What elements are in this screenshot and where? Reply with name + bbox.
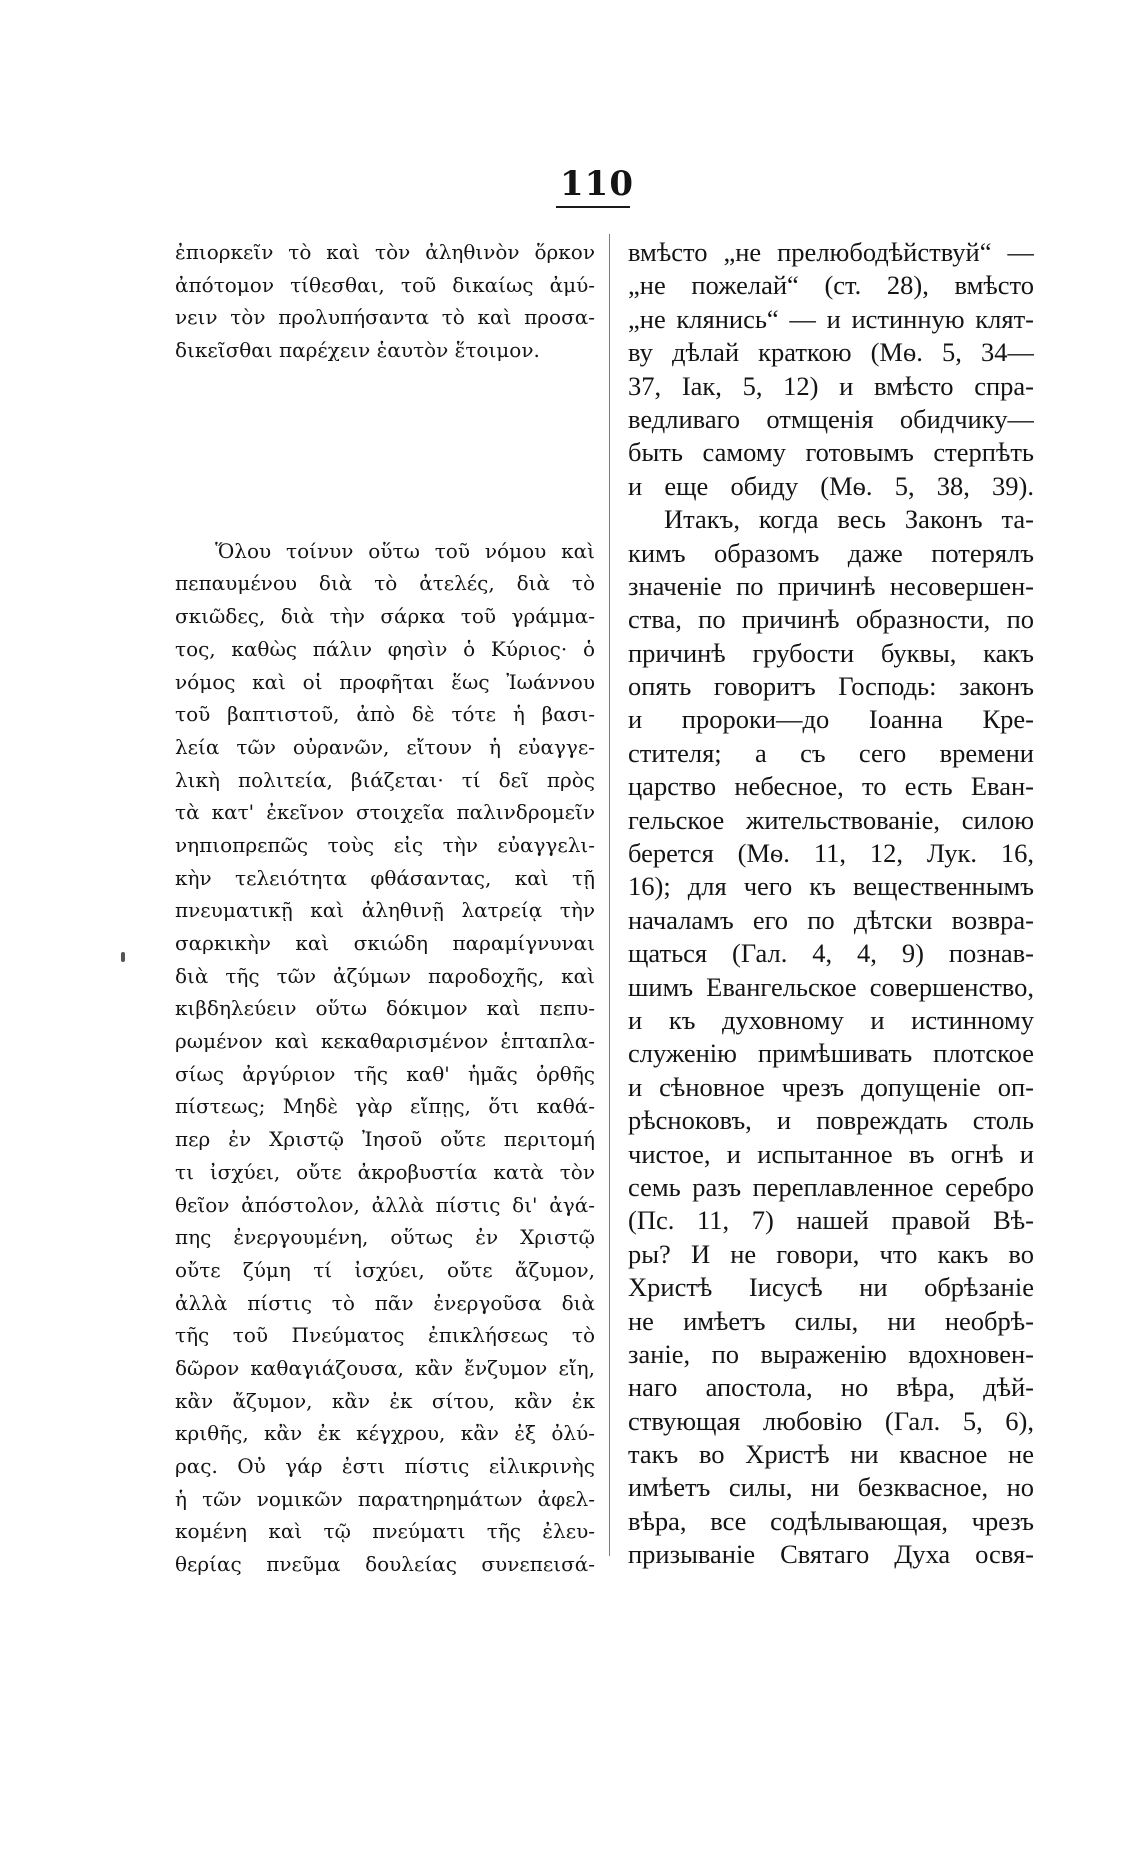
page-number: 110 [560,164,634,204]
text-line: τῆς τοῦ Πνεύματος ἐπικλήσεως τὸ [175,1323,595,1348]
text-line: и сѣновное чрезъ допущеніе оп- [628,1071,1034,1102]
text-line: νειν τὸν προλυπήσαντα τὸ καὶ προσα- [175,305,595,330]
text-line: рѣсноковъ, и повреждать столь [628,1105,1034,1136]
text-line: такъ во Христѣ ни квасное не [628,1439,1034,1470]
text-line: имѣетъ силы, ни безквасное, но [628,1472,1034,1503]
text-line: началамъ его по дѣтски возвра- [628,904,1034,935]
text-line: σκιῶδες, διὰ τὴν σάρκα τοῦ γράμμα- [175,604,595,629]
text-line: ἀπότομον τίθεσθαι, τοῦ δικαίως ἀμύ- [175,272,595,297]
text-line: Ὅλου τοίνυν οὕτω τοῦ νόμου καὶ [215,538,595,563]
text-line: царство небесное, то есть Еван- [628,771,1034,802]
text-line: τι ἰσχύει, οὔτε ἀκροβυστία κατὰ τὸν [175,1159,595,1184]
text-line: δῶρον καθαγιάζουσα, κἂν ἔνζυμον εἴη, [175,1355,595,1380]
text-line: ἀλλὰ πίστις τὸ πᾶν ἐνεργοῦσα διὰ [175,1290,595,1315]
column-divider [609,234,610,1556]
text-line: 37, Іак, 5, 12) и вмѣсто спра- [628,370,1034,401]
greek-paragraph-2 [175,535,595,1581]
text-line: τος, καθὼς πάλιν φησὶν ὁ Κύριος· ὁ [175,636,595,661]
text-line: δικεῖσθαι παρέχειν ἑαυτὸν ἕτοιμον. [175,338,540,363]
text-line: щаться (Гал. 4, 4, 9) познав- [628,938,1034,969]
text-line: и еще обиду (Мѳ. 5, 38, 39). [628,470,1034,501]
text-line: λικὴ πολιτεία, βιάζεται· τί δεῖ πρὸς [175,767,595,792]
greek-column [175,236,595,1581]
text-line: призываніе Святаго Духа освя- [628,1539,1034,1570]
text-line: περ ἐν Χριστῷ Ἰησοῦ οὔτε περιτομή [175,1127,595,1152]
text-line: κἂν ἄζυμον, κἂν ἐκ σίτου, κἂν ἐκ [175,1388,595,1413]
text-line: берется (Мѳ. 11, 12, Лук. 16, [628,838,1034,869]
text-line: κὴν τελειότητα φθάσαντας, καὶ τῇ [175,865,595,890]
text-line: вмѣсто „не прелюбодѣйствуй“ — [628,237,1034,267]
text-line: Итакъ, когда весь Законъ та- [664,504,1034,535]
page-number-rule [556,206,630,208]
text-line: πης ἐνεργουμένη, οὕτως ἐν Χριστῷ [175,1225,595,1250]
text-line: θεῖον ἀπόστολον, ἀλλὰ πίστις δι' ἀγά- [175,1192,595,1217]
text-line: τὰ κατ' ἐκεῖνον στοιχεῖα παλινδρομεῖν [175,800,595,825]
text-line: ву дѣлай краткою (Мѳ. 5, 34— [628,337,1034,368]
text-line: (Пс. 11, 7) нашей правой Вѣ- [628,1205,1034,1236]
text-line: служенію примѣшивать плотское [628,1038,1034,1069]
text-line: быть самому готовымъ стерпѣть [628,437,1034,468]
text-line: νηπιοπρεπῶς τοὺς εἰς τὴν εὐαγγελι- [175,832,595,857]
text-line: опять говоритъ Господь: законъ [628,671,1034,702]
text-line: νόμος καὶ οἱ προφῆται ἕως Ἰωάννου [175,669,595,694]
russian-paragraph-1 [628,236,1034,503]
text-line: κομένη καὶ τῷ πνεύματι τῆς ἐλευ- [175,1519,595,1544]
text-line: ἡ τῶν νομικῶν παρατηρημάτων ἀφελ- [175,1486,595,1511]
text-line: πνευματικῇ καὶ ἀληθινῇ λατρείᾳ τὴν [175,898,595,923]
russian-paragraph-2 [628,503,1034,1572]
text-line: πίστεως; Μηδὲ γὰρ εἴπῃς, ὅτι καθά- [175,1094,595,1119]
text-line: τοῦ βαπτιστοῦ, ἀπὸ δὲ τότε ἡ βασι- [175,702,595,727]
text-line: σίως ἀργύριον τῆς καθ' ἡμᾶς ὀρθῆς [175,1061,595,1086]
text-line: ведливаго отмщенія обидчику— [628,403,1034,434]
russian-column [628,236,1034,1572]
text-line: кимъ образомъ даже потерялъ [628,537,1034,568]
text-line: ἐπιορκεῖν τὸ καὶ τὸν ἀληθινὸν ὅρκον [175,240,595,264]
text-line: ства, по причинѣ образности, по [628,604,1034,635]
text-line: Христѣ Іисусѣ ни обрѣзаніе [628,1272,1034,1303]
text-line: чистое, и испытанное въ огнѣ и [628,1138,1034,1169]
text-line: гельское жительствованіе, силою [628,804,1034,835]
text-line: вѣра, все содѣлывающая, чрезъ [628,1505,1034,1536]
text-line: семь разъ переплавленное серебро [628,1171,1034,1202]
text-line: ры? И не говори, что какъ во [628,1238,1034,1269]
text-line: οὔτε ζύμη τί ἰσχύει, οὔτε ἄζυμον, [175,1257,595,1282]
text-line: заніе, по выраженію вдохновен- [628,1338,1034,1369]
text-line: σαρκικὴν καὶ σκιώδη παραμίγνυναι [175,931,595,955]
text-line: θερίας πνεῦμα δουλείας συνεπεισά- [175,1552,595,1577]
text-line: причинѣ грубости буквы, какъ [628,637,1034,668]
text-line: наго апостола, но вѣра, дѣй- [628,1372,1034,1403]
text-line: и къ духовному и истинному [628,1004,1034,1035]
text-line: и пророки—до Іоанна Кре- [628,704,1034,735]
text-line: κριθῆς, κἂν ἐκ κέγχρου, κἂν ἐξ ὀλύ- [175,1421,595,1446]
text-line: ρας. Οὐ γάρ ἐστι πίστις εἰλικρινὴς [175,1454,595,1478]
text-line: стителя; а съ сего времени [628,737,1034,768]
text-line: „не клянись“ — и истинную клят- [628,303,1034,334]
greek-paragraph-1 [175,236,595,367]
stray-ink-mark [121,952,125,962]
text-line: διὰ τῆς τῶν ἀζύμων παροδοχῆς, καὶ [175,963,595,988]
text-line: значеніе по причинѣ несовершен- [628,570,1034,601]
text-line: шимъ Евангельское совершенство, [628,971,1034,1002]
text-line: ствующая любовію (Гал. 5, 6), [628,1405,1034,1436]
text-line: κιβδηλεύειν οὕτω δόκιμον καὶ πεπυ- [175,996,595,1021]
text-line: λεία τῶν οὐρανῶν, εἴτουν ἡ εὐαγγε- [175,734,595,759]
text-line: ρωμένον καὶ κεκαθαρισμένον ἑπταπλα- [175,1029,595,1054]
text-line: 16); для чего къ вещественнымъ [628,871,1034,902]
text-line: πεπαυμένου διὰ τὸ ἀτελές, διὰ τὸ [175,571,595,596]
text-line: не имѣетъ силы, ни необрѣ- [628,1305,1034,1336]
text-line: „не пожелай“ (ст. 28), вмѣсто [628,270,1034,301]
